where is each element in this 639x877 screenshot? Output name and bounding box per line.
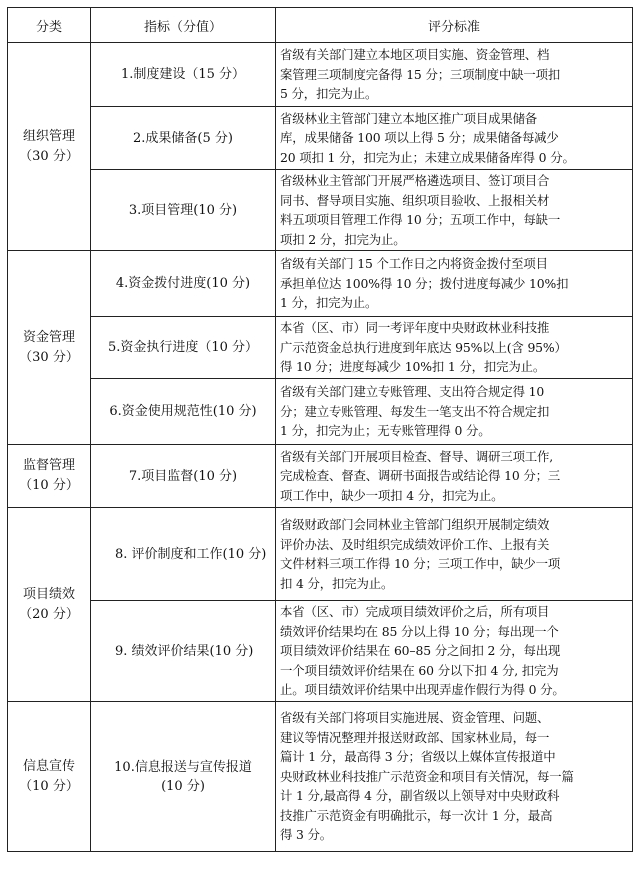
criteria-line: 评价办法、及时组织完成绩效评价工作、上报有关 bbox=[280, 536, 550, 552]
criteria-line: 承担单位达 100%得 10 分；拨付进度每减少 10%扣 bbox=[280, 275, 569, 291]
criteria-line: 绩效评价结果均在 85 分以上得 10 分；每出现一个 bbox=[280, 623, 559, 639]
indicator-text: 2.成果储备(5 分) bbox=[133, 130, 233, 146]
category-text: （20 分） bbox=[19, 606, 79, 622]
criteria-line: 项目绩效评价结果在 60–85 分之间扣 2 分，每出现 bbox=[280, 643, 561, 659]
indicator-cell bbox=[91, 317, 276, 379]
criteria-line: 得 10 分；进度每减少 10%扣 1 分，扣完为止。 bbox=[280, 359, 546, 375]
criteria-line: 分；建立专账管理、每发生一笔支出不符合规定扣 bbox=[280, 403, 550, 419]
criteria-cell bbox=[276, 702, 633, 852]
category-cell bbox=[8, 43, 91, 251]
category-text: 组织管理 bbox=[22, 128, 75, 144]
category-text: 项目绩效 bbox=[22, 586, 75, 602]
criteria-line: 完成检查、督查、调研书面报告或结论得 10 分；三 bbox=[280, 468, 561, 484]
criteria-line: 央财政林业科技推广示范资金和项目有关情况，每一篇 bbox=[280, 768, 574, 784]
table-row bbox=[8, 379, 633, 445]
criteria-line: 计 1 分,最高得 4 分，副省级以上领导对中央财政科 bbox=[280, 788, 560, 804]
indicator-cell bbox=[91, 379, 276, 445]
indicator-cell bbox=[91, 702, 276, 852]
category-text: 资金管理 bbox=[22, 329, 75, 345]
criteria-line: 案管理三项制度完备得 15 分；三项制度中缺一项扣 bbox=[280, 66, 561, 82]
criteria-cell bbox=[276, 445, 633, 508]
indicator-text: 1.制度建设（15 分） bbox=[120, 67, 246, 82]
criteria-cell bbox=[276, 508, 633, 601]
criteria-line: 扣 4 分，扣完为止。 bbox=[280, 575, 394, 591]
criteria-line: 省级有关部门将项目实施进展、资金管理、问题、 bbox=[280, 710, 550, 726]
criteria-line: 同书、督导项目实施、组织项目验收、上报相关材 bbox=[280, 192, 550, 208]
category-cell bbox=[8, 445, 91, 508]
criteria-line: 建议等情况整理并报送财政部、国家林业局，每一 bbox=[280, 729, 550, 745]
indicator-cell bbox=[91, 43, 276, 107]
table-row bbox=[8, 702, 633, 852]
indicator-text: 5.资金执行进度（10 分） bbox=[107, 340, 259, 355]
criteria-line: 20 项扣 1 分，扣完为止；未建立成果储备库得 0 分。 bbox=[280, 149, 575, 165]
criteria-cell bbox=[276, 601, 633, 702]
table-row bbox=[8, 43, 633, 107]
category-cell bbox=[8, 251, 91, 445]
header-criteria: 评分标准 bbox=[276, 8, 633, 43]
category-cell bbox=[8, 702, 91, 852]
criteria-line: 技推广示范资金有明确批示，每一次计 1 分，最高 bbox=[280, 807, 553, 823]
table-row bbox=[8, 508, 633, 601]
criteria-line: 5 分，扣完为止。 bbox=[280, 86, 378, 102]
table-row bbox=[8, 601, 633, 702]
criteria-line: 本省（区、市）同一考评年度中央财政林业科技推 bbox=[280, 320, 550, 336]
table-row bbox=[8, 107, 633, 170]
criteria-line: 项工作中，缺少一项扣 4 分，扣完为止。 bbox=[280, 487, 504, 503]
table-body bbox=[8, 43, 633, 852]
header-category: 分类 bbox=[8, 8, 91, 43]
criteria-line: 省级林业主管部门建立本地区推广项目成果储备 bbox=[280, 110, 538, 126]
criteria-cell bbox=[276, 107, 633, 170]
indicator-text: (10 分) bbox=[161, 778, 205, 794]
category-text: （30 分） bbox=[19, 148, 79, 164]
indicator-cell bbox=[91, 445, 276, 508]
indicator-text: 3.项目管理(10 分) bbox=[128, 202, 238, 218]
indicator-text: 10.信息报送与宣传报道 bbox=[114, 759, 252, 775]
indicator-cell bbox=[91, 170, 276, 251]
criteria-line: 省级有关部门建立专账管理、支出符合规定得 10 bbox=[280, 384, 545, 400]
indicator-text: 6.资金使用规范性(10 分) bbox=[109, 404, 257, 419]
criteria-cell bbox=[276, 251, 633, 317]
criteria-line: 料五项项目管理工作得 10 分；五项工作中，每缺一 bbox=[280, 212, 561, 227]
category-text: 监督管理 bbox=[22, 458, 75, 473]
indicator-text: 8. 评价制度和工作(10 分) bbox=[115, 546, 267, 562]
category-text: （10 分） bbox=[19, 778, 79, 794]
criteria-line: 项扣 2 分，扣完为止。 bbox=[280, 231, 406, 247]
criteria-line: 1 分，扣完为止。 bbox=[280, 295, 378, 311]
category-text: 信息宣传 bbox=[22, 758, 75, 774]
criteria-line: 一个项目绩效评价结果在 60 分以下扣 4 分, 扣完为 bbox=[280, 662, 559, 678]
criteria-line: 篇计 1 分，最高得 3 分；省级以上媒体宣传报道中 bbox=[280, 749, 556, 765]
criteria-cell bbox=[276, 379, 633, 445]
header-indicator: 指标（分值） bbox=[91, 8, 276, 43]
table-row bbox=[8, 317, 633, 379]
criteria-line: 省级财政部门会同林业主管部门组织开展制定绩效 bbox=[280, 517, 550, 532]
indicator-cell bbox=[91, 107, 276, 170]
criteria-line: 1 分，扣完为止；无专账管理得 0 分。 bbox=[280, 423, 491, 439]
table-row bbox=[8, 445, 633, 508]
table-row bbox=[8, 251, 633, 317]
scoring-table bbox=[7, 7, 633, 852]
table-row bbox=[8, 170, 633, 251]
indicator-cell bbox=[91, 508, 276, 601]
indicator-cell bbox=[91, 251, 276, 317]
criteria-cell bbox=[276, 317, 633, 379]
header-row bbox=[8, 8, 633, 43]
criteria-line: 省级有关部门 15 个工作日之内将资金拨付至项目 bbox=[280, 256, 548, 272]
criteria-cell bbox=[276, 170, 633, 251]
criteria-line: 库，成果储备 100 项以上得 5 分；成果储备每减少 bbox=[280, 130, 559, 146]
criteria-line: 文件材料三项工作得 10 分；三项工作中，缺少一项 bbox=[280, 556, 561, 571]
criteria-line: 省级林业主管部门开展严格遴选项目、签订项目合 bbox=[280, 173, 550, 188]
category-text: （10 分） bbox=[19, 478, 79, 493]
indicator-cell bbox=[91, 601, 276, 702]
criteria-line: 本省（区、市）完成项目绩效评价之后，所有项目 bbox=[280, 604, 550, 620]
indicator-text: 4.资金拨付进度(10 分) bbox=[115, 276, 251, 291]
criteria-line: 省级有关部门建立本地区项目实施、资金管理、档 bbox=[280, 47, 550, 63]
criteria-line: 得 3 分。 bbox=[280, 827, 333, 843]
criteria-line: 广示范资金总执行进度到年底达 95%以上(含 95%） bbox=[280, 339, 567, 355]
category-text: （30 分） bbox=[19, 349, 79, 365]
criteria-cell bbox=[276, 43, 633, 107]
criteria-line: 省级有关部门开展项目检查、督导、调研三项工作, bbox=[280, 448, 554, 464]
criteria-line: 止。项目绩效评价结果中出现弄虚作假行为得 0 分。 bbox=[280, 682, 565, 698]
indicator-text: 9. 绩效评价结果(10 分) bbox=[115, 643, 254, 659]
category-cell bbox=[8, 508, 91, 702]
indicator-text: 7.项目监督(10 分) bbox=[128, 468, 238, 484]
